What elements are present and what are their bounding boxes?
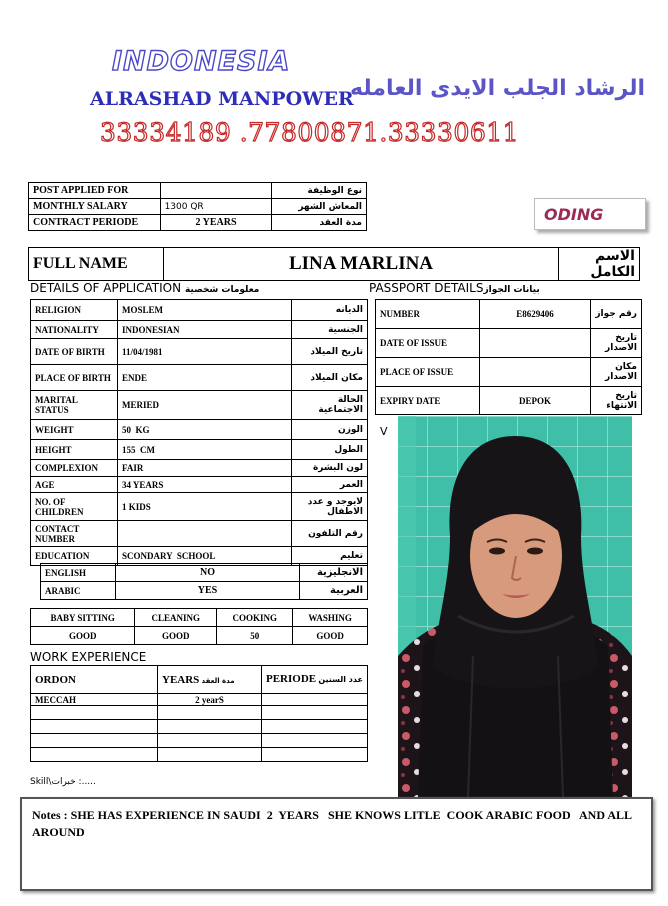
notes-label: Notes <box>32 808 61 822</box>
details-value: 1 KIDS <box>118 493 292 521</box>
details-value <box>118 521 292 547</box>
details-value: 155 CM <box>118 440 292 460</box>
details-value: ENDE <box>118 365 292 391</box>
details-row <box>31 460 368 477</box>
passport-label: DATE OF ISSUE <box>376 329 480 358</box>
passport-title-arabic: بيانات الجواز <box>483 285 540 295</box>
passport-section-title <box>369 281 540 295</box>
passport-value <box>480 358 591 387</box>
language-arabic: الانجليزية <box>300 564 368 582</box>
details-arabic: تعليم <box>292 547 368 566</box>
post-table <box>28 182 367 231</box>
details-label: NATIONALITY <box>31 321 118 339</box>
post-arabic: نوع الوظيفة <box>272 183 367 199</box>
details-arabic: الوزن <box>292 420 368 440</box>
post-arabic: مدة العقد <box>272 215 367 231</box>
post-arabic: المعاش الشهر <box>272 199 367 215</box>
details-row <box>31 420 368 440</box>
details-row <box>31 521 368 547</box>
language-value: NO <box>116 564 300 582</box>
passport-label: PLACE OF ISSUE <box>376 358 480 387</box>
details-label: RELIGION <box>31 300 118 321</box>
details-value: FAIR <box>118 460 292 477</box>
work-experience-table <box>30 665 368 762</box>
details-value: INDONESIAN <box>118 321 292 339</box>
work-row <box>31 748 368 762</box>
work-periode <box>262 694 368 706</box>
skills-table <box>30 608 368 645</box>
applicant-photo <box>398 416 632 798</box>
details-row <box>31 391 368 420</box>
work-row <box>31 720 368 734</box>
photo-mark: V <box>380 425 388 438</box>
skill-header: BABY SITTING <box>31 609 135 627</box>
passport-arabic: تاريخ الاصدار <box>591 329 642 358</box>
details-arabic: مكان الميلاد <box>292 365 368 391</box>
details-label: HEIGHT <box>31 440 118 460</box>
work-header-periode-arabic: عدد السنين <box>318 675 363 684</box>
brand-company-name: ALRASHAD MANPOWER <box>90 88 354 110</box>
post-row <box>29 199 367 215</box>
details-arabic: الحالة الاجتماعية <box>292 391 368 420</box>
details-value: MOSLEM <box>118 300 292 321</box>
details-arabic: تاريخ الميلاد <box>292 339 368 365</box>
post-label: MONTHLY SALARY <box>29 199 161 215</box>
details-row <box>31 300 368 321</box>
application-details-table <box>30 299 368 566</box>
passport-arabic: مكان الاصدار <box>591 358 642 387</box>
details-arabic: العمر <box>292 477 368 493</box>
skill-line: Skill\خبرات :..... <box>30 777 96 787</box>
post-value <box>160 183 272 199</box>
details-value: 34 YEARS <box>118 477 292 493</box>
details-arabic: رقم التلفون <box>292 521 368 547</box>
details-arabic: لون البشرة <box>292 460 368 477</box>
details-row <box>31 365 368 391</box>
details-arabic: لايوجد و عدد الاطفال <box>292 493 368 521</box>
post-row <box>29 183 367 199</box>
work-years: 2 yearS <box>158 694 262 706</box>
details-label: AGE <box>31 477 118 493</box>
fullname-label: FULL NAME <box>29 248 164 281</box>
fullname-value: LINA MARLINA <box>164 248 559 281</box>
work-header-country: ORDON <box>31 666 158 694</box>
details-label: CONTACT NUMBER <box>31 521 118 547</box>
skill-value: GOOD <box>293 627 368 645</box>
work-country: MECCAH <box>31 694 158 706</box>
agent-badge: ODING <box>534 198 646 230</box>
details-value: 11/04/1981 <box>118 339 292 365</box>
details-row <box>31 477 368 493</box>
details-row <box>31 321 368 339</box>
details-label: NO. OF CHILDREN <box>31 493 118 521</box>
passport-table <box>375 299 642 415</box>
skill-value: 50 <box>217 627 293 645</box>
details-row <box>31 440 368 460</box>
details-label: PLACE OF BIRTH <box>31 365 118 391</box>
details-value: 50 KG <box>118 420 292 440</box>
post-label: POST APPLIED FOR <box>29 183 161 199</box>
language-label: ARABIC <box>41 582 116 600</box>
notes-box <box>20 797 653 891</box>
passport-arabic: تاريخ الانتهاء <box>591 387 642 415</box>
language-value: YES <box>116 582 300 600</box>
details-value: SCONDARY SCHOOL <box>118 547 292 566</box>
brand-phone-numbers: 33334189 .77800871.33330611 <box>100 118 520 147</box>
work-experience-title: WORK EXPERIENCE <box>30 650 147 664</box>
skill-header: CLEANING <box>135 609 217 627</box>
brand-country: INDONESIA <box>112 46 291 77</box>
language-arabic: العربية <box>300 582 368 600</box>
passport-title: PASSPORT DETAILS <box>369 281 484 295</box>
work-row <box>31 694 368 706</box>
fullname-arabic: الاسم الكامل <box>559 248 640 281</box>
post-value: 2 YEARS <box>160 215 272 231</box>
details-value: MERIED <box>118 391 292 420</box>
skill-value: GOOD <box>31 627 135 645</box>
language-row <box>41 582 368 600</box>
details-arabic: الطول <box>292 440 368 460</box>
post-value: 1300 QR <box>160 199 272 215</box>
skills-value-row <box>31 627 368 645</box>
details-row <box>31 339 368 365</box>
passport-row <box>376 329 642 358</box>
skill-value: GOOD <box>135 627 217 645</box>
work-header-years-arabic: مدة العقد <box>201 676 235 685</box>
work-row <box>31 734 368 748</box>
passport-row <box>376 387 642 415</box>
passport-row <box>376 358 642 387</box>
work-row <box>31 706 368 720</box>
fullname-table <box>28 247 640 281</box>
passport-value: DEPOK <box>480 387 591 415</box>
skill-header: COOKING <box>217 609 293 627</box>
details-label: DATE OF BIRTH <box>31 339 118 365</box>
post-row <box>29 215 367 231</box>
passport-value <box>480 329 591 358</box>
passport-label: EXPIRY DATE <box>376 387 480 415</box>
work-header-periode <box>262 666 368 694</box>
language-row <box>41 564 368 582</box>
passport-label: NUMBER <box>376 300 480 329</box>
details-label: EDUCATION <box>31 547 118 566</box>
details-label: MARITAL STATUS <box>31 391 118 420</box>
language-label: ENGLISH <box>41 564 116 582</box>
post-label: CONTRACT PERIODE <box>29 215 161 231</box>
details-row <box>31 493 368 521</box>
application-title: DETAILS OF APPLICATION <box>30 281 182 295</box>
passport-row <box>376 300 642 329</box>
languages-table <box>40 563 368 600</box>
application-section-title <box>30 281 259 295</box>
passport-value: E8629406 <box>480 300 591 329</box>
skill-header: WASHING <box>293 609 368 627</box>
work-header-years <box>158 666 262 694</box>
passport-arabic: رقم جواز <box>591 300 642 329</box>
applicant-photo-image <box>398 416 632 798</box>
skills-header-row <box>31 609 368 627</box>
brand-company-arabic: الرشاد الجلب الايدى العامله <box>350 76 646 101</box>
work-header-years-label: YEARS <box>162 673 200 686</box>
notes-text: : SHE HAS EXPERIENCE IN SAUDI 2 YEARS SHE KNOWS LITLE COOK ARABIC FOOD AND ALL AROUND <box>32 808 634 839</box>
details-label: COMPLEXION <box>31 460 118 477</box>
details-label: WEIGHT <box>31 420 118 440</box>
work-header-row <box>31 666 368 694</box>
details-arabic: الجنسية <box>292 321 368 339</box>
work-header-periode-label: PERIODE <box>266 673 317 685</box>
application-title-arabic: معلومات شخصية <box>184 285 260 295</box>
details-arabic: الديانه <box>292 300 368 321</box>
